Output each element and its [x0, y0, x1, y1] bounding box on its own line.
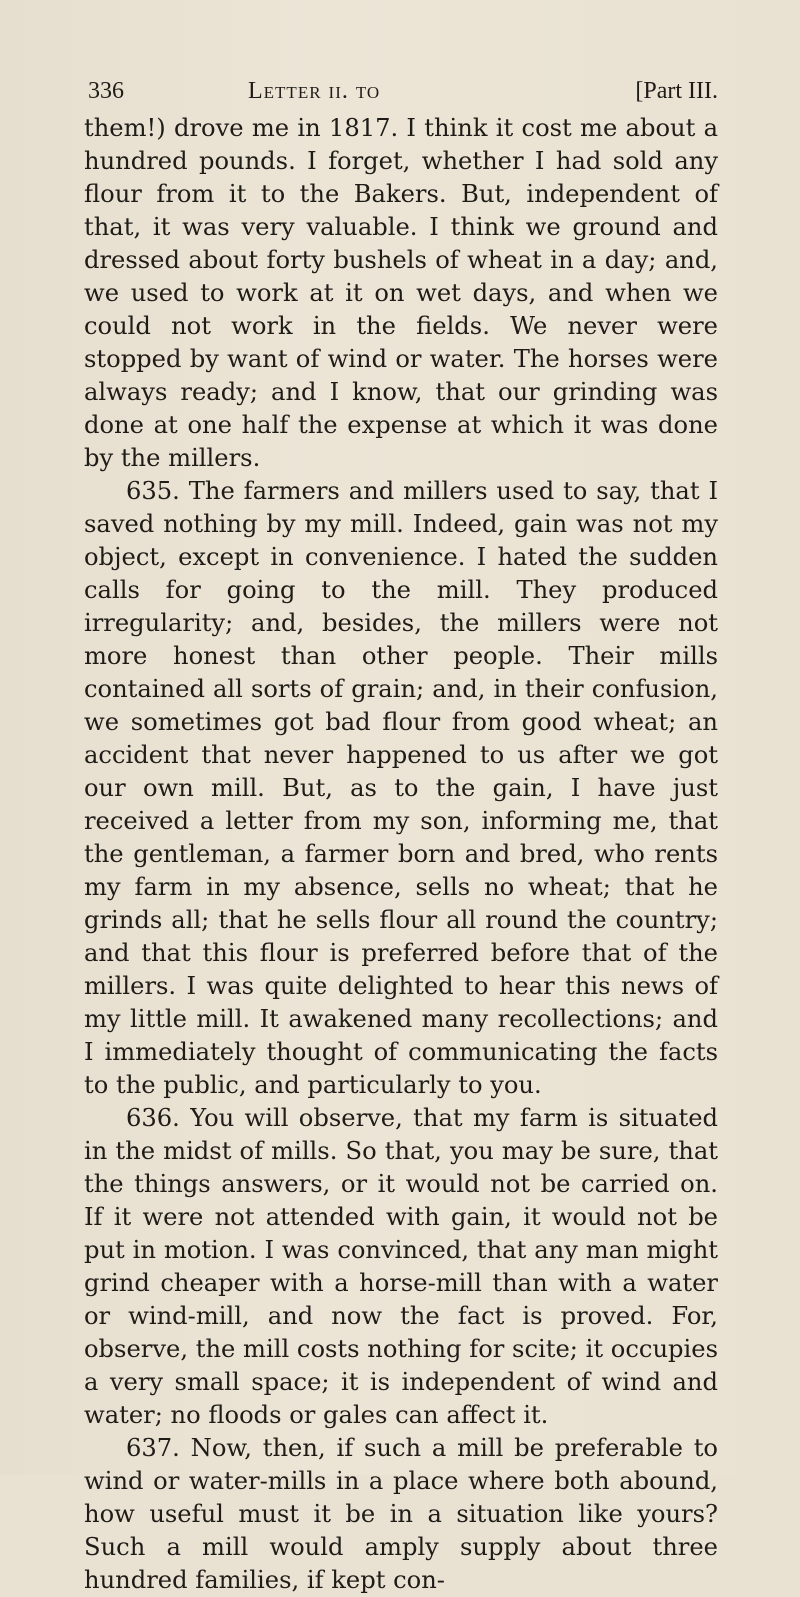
paragraph-continuation: them!) drove me in 1817. I think it cost me about a hundred pounds. I forget, whether I had sold any flour from it to the Bakers. But, independent of that, it was very valuable. I think we ground and dressed about forty bushels of wheat in a day; and, we used to work at it on wet days, and when we could not work in the fields. We never were stopped by want of wind or water. The horses were always ready; and I know, that our grinding was done at one half the expense at which it was done by the millers.: [84, 114, 718, 472]
part-label: [Part III.: [635, 78, 718, 104]
running-title: Letter ii. to: [248, 78, 381, 104]
page-body: [84, 112, 718, 1597]
paragraph-635: 635. The farmers and millers used to say, that I saved nothing by my mill. Indeed, gain was not my object, except in convenience. I hated the sudden calls for going to the mill. They produced irregularity; and, besides, the millers were not more honest than other people. Their mills contained all sorts of grain; and, in their confusion, we sometimes got bad flour from good wheat; an accident that never happened to us after we got our own mill. But, as to the gain, I have just received a letter from my son, informing me, that the gentleman, a farmer born and bred, who rents my farm in my absence, sells no wheat; that he grinds all; that he sells flour all round the country; and that this flour is preferred before that of the millers. I was quite delighted to hear this news of my little mill. It awakened many recollections; and I immediately thought of communicating the facts to the public, and particularly to you.: [84, 477, 718, 1099]
running-header: [88, 78, 718, 110]
paragraph-636: 636. You will observe, that my farm is situated in the midst of mills. So that, you may be sure, that the things answers, or it would not be carried on. If it were not attended with gain, it would not be put in motion. I was convinced, that any man might grind cheaper with a horse-mill than with a water or wind-mill, and now the fact is proved. For, observe, the mill costs nothing for scite; it occupies a very small space; it is independent of wind and water; no floods or gales can affect it.: [84, 1104, 718, 1429]
page-number: 336: [88, 78, 124, 104]
paragraph-637: 637. Now, then, if such a mill be preferable to wind or water-mills in a place where both abound, how useful must it be in a situation like yours? Such a mill would amply supply about three hundred families, if kept con-: [84, 1434, 718, 1594]
